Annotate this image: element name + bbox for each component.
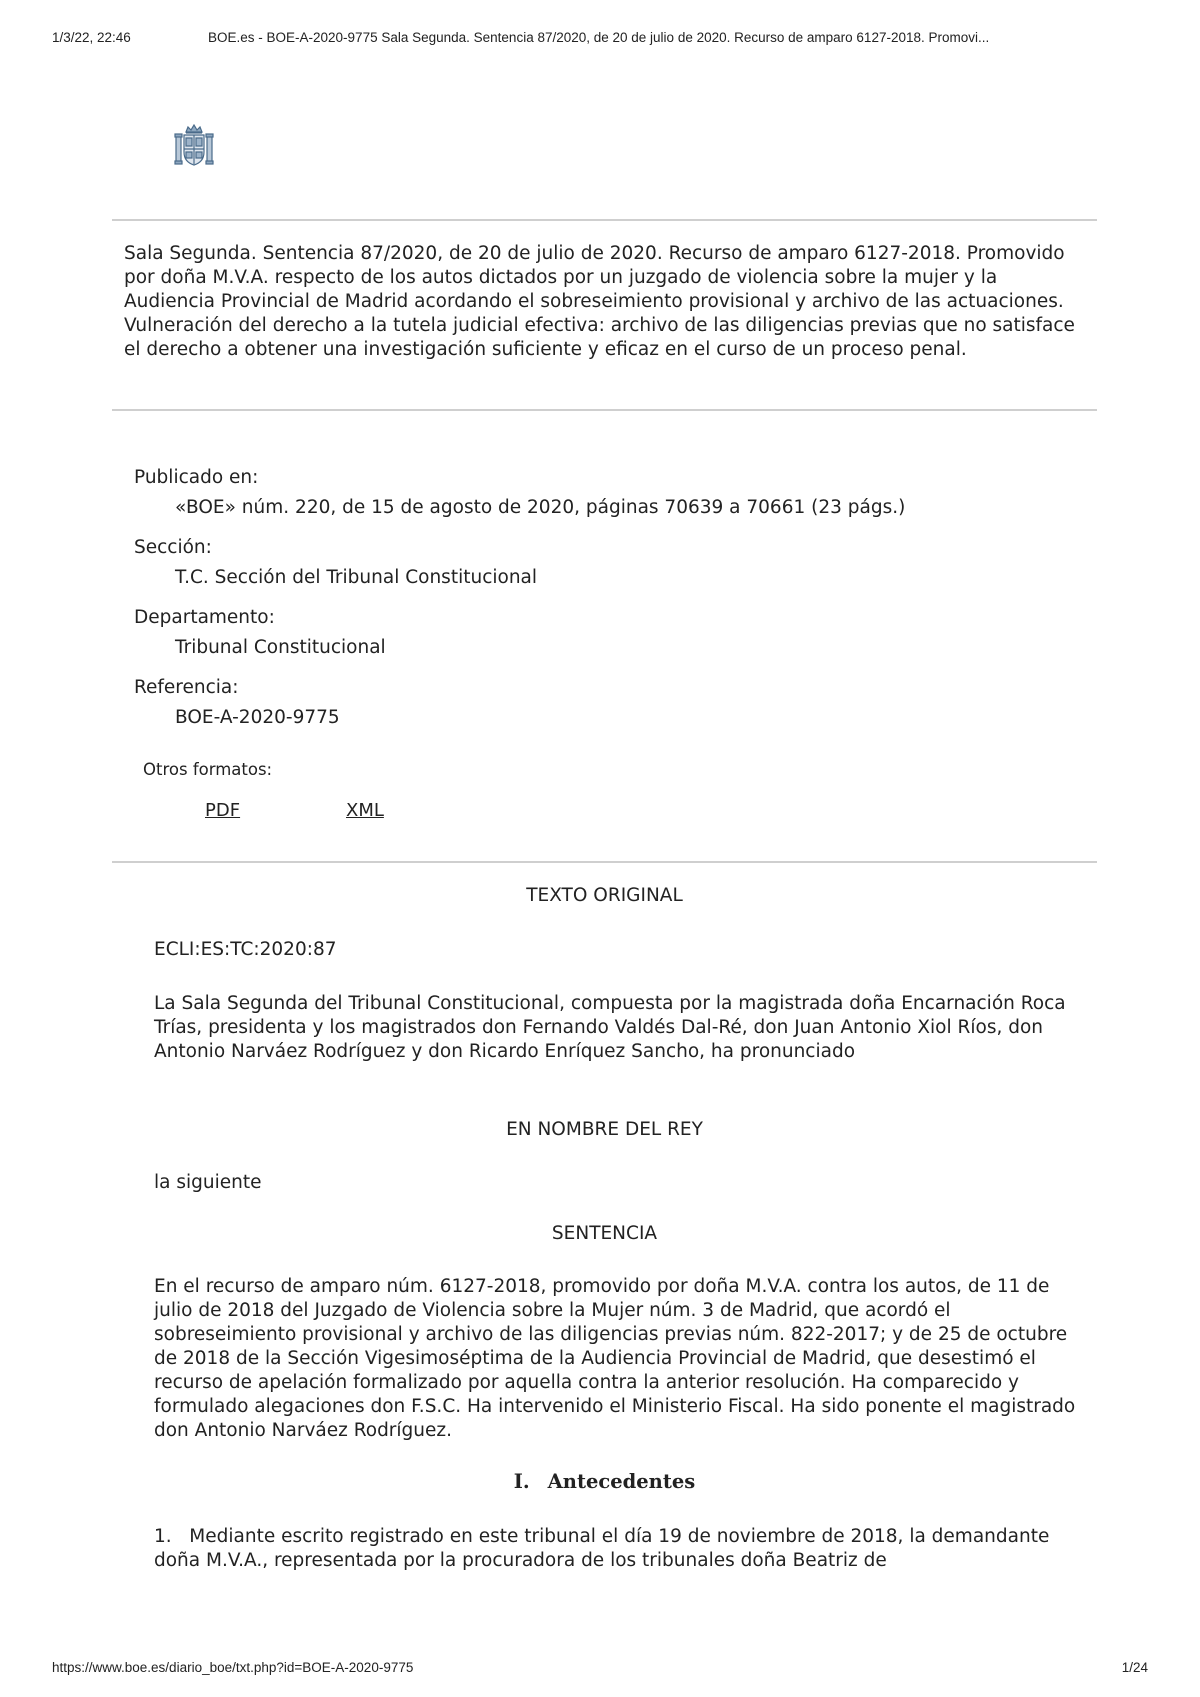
metadata-seccion [134,536,1074,590]
la-siguiente-text: la siguiente [154,1172,262,1193]
pdf-link[interactable]: PDF [205,800,241,821]
print-url: https://www.boe.es/diario_boe/txt.php?id=BOE-A-2020-9775 [52,1660,414,1675]
otros-formatos-label: Otros formatos: [143,760,273,779]
seccion-value: T.C. Sección del Tribunal Constitucional [175,567,538,588]
metadata-publicado [134,466,1074,520]
print-page-number: 1/24 [1121,1660,1148,1675]
ecli-identifier: ECLI:ES:TC:2020:87 [154,939,337,960]
publicado-value: «BOE» núm. 220, de 15 de agosto de 2020, páginas 70639 a 70661 (23 págs.) [175,497,906,518]
recurso-paragraph: En el recurso de amparo núm. 6127-2018, promovido por doña M.V.A. contra los autos, de 11 de julio de 2018 del Juzgado de Violencia sobre la Mujer núm. 3 de Madrid, que acordó el sobreseimiento provisional y archivo de las diligencias previas núm. 822-2017; y de 25 de octubre de 2018 de la Sección Vigesimoséptima de la Audiencia Provincial de Madrid, que desestimó el recurso de apelación formalizado por aquella contra la anterior resolución. Ha comparecido y formulado alegaciones don F.S.C. Ha intervenido el Ministerio Fiscal. Ha sido ponente el magistrado don Antonio Narváez Rodríguez. [154,1276,1076,1441]
referencia-label: Referencia: [134,677,239,698]
departamento-label: Departamento: [134,607,275,628]
divider-summary [112,409,1097,411]
print-footer [52,1660,1148,1680]
texto-original-heading: TEXTO ORIGINAL [526,885,683,906]
divider-formats [112,861,1097,863]
referencia-value: BOE-A-2020-9775 [175,707,340,728]
section-number: I. [513,1470,530,1493]
composicion-paragraph: La Sala Segunda del Tribunal Constitucional, compuesta por la magistrada doña Encarnación Roca Trías, presidenta y los magistrados don Fernando Valdés Dal-Ré, don Juan Antonio Xiol Ríos, don Antonio Narváez Rodríguez y don Ricardo Enríquez Sancho, ha pronunciado [154,993,1066,1062]
print-page-title: BOE.es - BOE-A-2020-9775 Sala Segunda. Sentencia 87/2020, de 20 de julio de 2020. Recurso de amparo 6127-2018. Promovi... [208,30,990,45]
coat-of-arms-logo [174,124,214,168]
departamento-value: Tribunal Constitucional [175,637,386,658]
seccion-label: Sección: [134,537,212,558]
publicado-label: Publicado en: [134,467,259,488]
antecedente-1-paragraph: 1. Mediante escrito registrado en este tribunal el día 19 de noviembre de 2018, la demandante doña M.V.A., representada por la procuradora de los tribunales doña Beatriz de [154,1526,1056,1571]
metadata-referencia [134,676,1074,730]
xml-link[interactable]: XML [346,800,384,821]
section-title: Antecedentes [547,1470,696,1493]
antecedentes-heading [112,1470,1097,1493]
en-nombre-del-rey-heading: EN NOMBRE DEL REY [506,1119,703,1140]
print-header [52,30,1160,50]
metadata-departamento [134,606,1074,660]
metadata-list [134,466,1074,746]
print-date: 1/3/22, 22:46 [52,30,131,45]
divider-top [112,219,1097,221]
sentencia-heading: SENTENCIA [551,1223,658,1244]
document-summary: Sala Segunda. Sentencia 87/2020, de 20 de julio de 2020. Recurso de amparo 6127-2018. Promovido por doña M.V.A. respecto de los autos dictados por un juzgado de violencia sobre la mujer y la Audiencia Provincial de Madrid acordando el sobreseimiento provisional y archivo de las actuaciones. Vulneración del derecho a la tutela judicial efectiva: archivo de las diligencias previas que no satisface el derecho a obtener una investigación suficiente y eficaz en el curso de un proceso penal. [124,243,1075,360]
